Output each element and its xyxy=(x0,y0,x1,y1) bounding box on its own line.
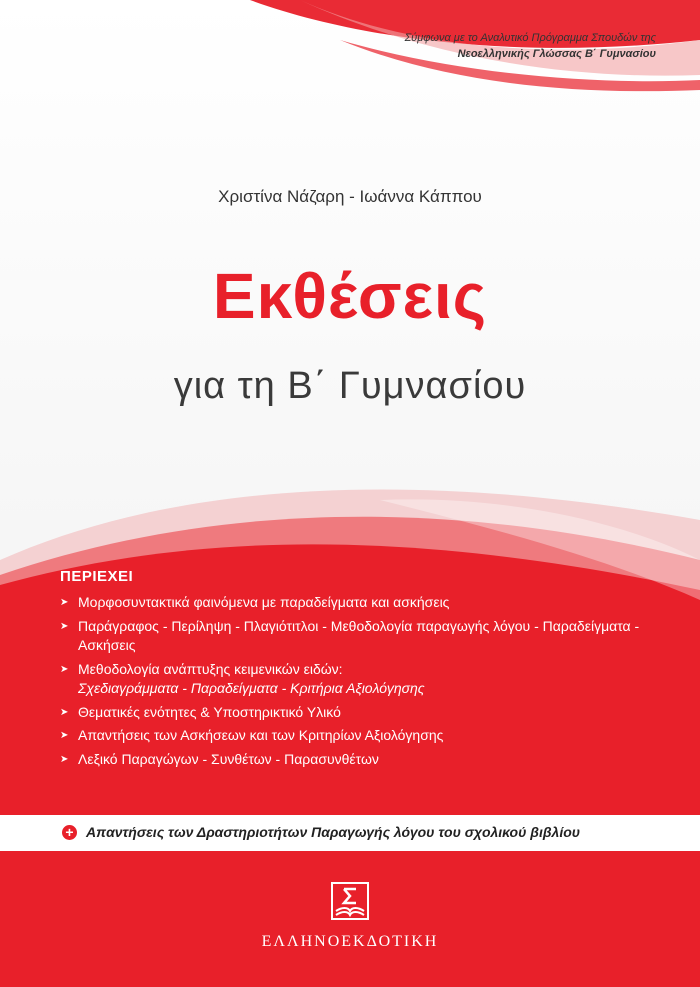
contents-section xyxy=(60,568,660,773)
list-item-text: Λεξικό Παραγώγων - Συνθέτων - Παρασυνθέτων xyxy=(78,750,379,767)
authors: Χριστίνα Νάζαρη - Ιωάννα Κάππου xyxy=(218,187,482,206)
list-item xyxy=(60,593,660,613)
list-item-text: Απαντήσεις των Ασκήσεων και των Κριτηρίων Αξιολόγησης xyxy=(78,727,444,743)
arrow-right-icon: ➤ xyxy=(60,730,69,741)
arrow-right-icon: ➤ xyxy=(60,620,69,632)
book-subtitle: για τη Β΄ Γυμνασίου xyxy=(173,365,527,407)
list-item-subtext: Σχεδιαγράμματα - Παραδείγματα - Κριτήρια Αξιολόγησης xyxy=(78,680,425,696)
arrow-right-icon: ➤ xyxy=(60,663,69,675)
curriculum-note xyxy=(405,30,656,62)
list-item-text: Θεματικές ενότητες & Υποστηρικτικό Υλικό xyxy=(78,703,341,720)
list-item xyxy=(60,726,660,746)
arrow-right-icon: ➤ xyxy=(60,706,69,718)
curriculum-line-1: Σύμφωνα με το Αναλυτικό Πρόγραμμα Σπουδών της xyxy=(404,32,656,44)
list-item xyxy=(60,750,660,770)
answers-banner xyxy=(0,815,700,851)
answers-note: Απαντήσεις των Δραστηριοτήτων Παραγωγής λόγου του σχολικού βιβλίου xyxy=(86,824,581,840)
contents-heading: ΠΕΡΙΕΧΕΙ xyxy=(60,568,134,585)
contents-list xyxy=(60,593,660,769)
arrow-right-icon: ➤ xyxy=(60,597,69,608)
list-item-text: Μεθοδολογία ανάπτυξης κειμενικών ειδών: xyxy=(78,660,343,677)
publisher-footer xyxy=(0,851,700,987)
curriculum-line-2: Νεοελληνικής Γλώσσας Β΄ Γυμνασίου xyxy=(457,48,656,60)
publisher-name: ΕΛΛΗΝΟΕΚΔΟΤΙΚΗ xyxy=(261,933,439,950)
list-item xyxy=(60,617,660,656)
list-item xyxy=(60,660,660,699)
list-item xyxy=(60,703,660,723)
list-item-text: Παράγραφος - Περίληψη - Πλαγιότιτλοι - Μεθοδολογία παραγωγής λόγου - Παραδείγματα - Ασκήσεις xyxy=(78,617,640,653)
book-title: Εκθέσεις xyxy=(212,260,488,332)
list-item-text: Μορφοσυντακτικά φαινόμενα με παραδείγματα και ασκήσεις xyxy=(78,594,450,610)
plus-circle-icon: + xyxy=(62,825,77,840)
arrow-right-icon: ➤ xyxy=(60,753,69,765)
publisher-logo-icon xyxy=(330,881,370,921)
